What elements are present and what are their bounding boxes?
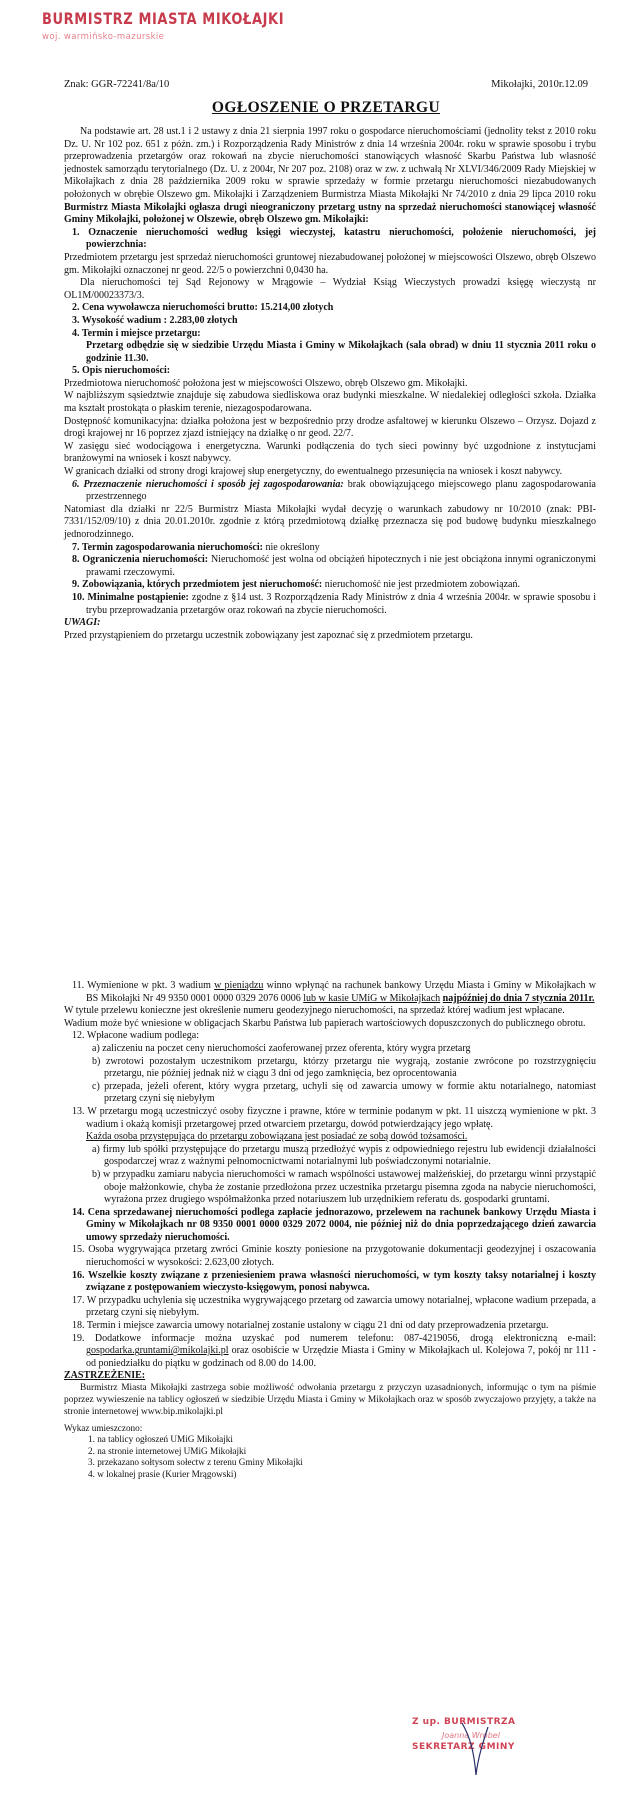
- item-13-underlined: Każda osoba przystępująca do przetargu zobowiązana jest posiadać ze sobą dowód tożsamości.: [86, 1131, 468, 1143]
- announcement-body-continued: [64, 980, 596, 1481]
- letterhead-office: BURMISTRZ MIASTA MIKOŁAJKI: [42, 10, 285, 29]
- item-6-text: brak obowiązującego miejscowego planu zagospodarowania przestrzennego: [86, 478, 596, 503]
- item-14-text: 14. Cena sprzedawanej nieruchomości podlega zapłacie jednorazowo, przelewem na rachunek bankowy Urzędu Miasta i Gminy w Mikołajkach nr 08 9350 0001 0000 0329 2072 0004, nie później niż do dnia poprzedzającego dzień zawarcia umowy sprzedaży nieruchomości.: [72, 1206, 596, 1243]
- item-16-text: 16. Wszelkie koszty związane z przeniesieniem prawa własności nieruchomości, w tym koszty taksy notarialnej i koszty związane z postępowaniem wieczysto-księgowym, ponosi nabywca.: [72, 1269, 596, 1294]
- item-11-p2: W tytule przelewu konieczne jest określenie numeru geodezyjnego nieruchomości, na sprzedaż której wadium jest wpłacane.: [64, 1005, 565, 1017]
- document-title: OGŁOSZENIE O PRZETARGU: [211, 99, 441, 116]
- distribution-item: 1. na tablicy ogłoszeń UMiG Mikołajki: [88, 1434, 233, 1445]
- item-10-label: 10. Minimalne postąpienie:: [72, 591, 189, 603]
- item-3-text: 3. Wysokość wadium : 2.283,00 złotych: [72, 314, 238, 326]
- item-6-p2: Natomiast dla działki nr 22/5 Burmistrz Miasta Mikołajki wydał decyzję o warunkach zabudowy nr 10/2010 (znak: PBI-7331/152/09/10) z dnia 20.01.2010r. zgodnie z którą przedmiotową działkę przeznacza się pod budowę budynku mieszkalnego jednorodzinnego.: [64, 503, 596, 540]
- stamp-line-3: SEKRETARZ GMINY: [412, 1742, 515, 1753]
- item-12-heading: 12. Wpłacone wadium podlega:: [72, 1030, 200, 1042]
- item-12-b: b) zwrotowi pozostałym uczestnikom przetargu, którzy przetargu nie wygrają, zostanie zwrócone po rozstrzygnięciu przetargu, nie później jednak niż w ciągu 3 dni od jego zamknięcia, bez oprocentowania: [92, 1055, 596, 1080]
- reference-number: Znak: GGR-72241/8a/10: [64, 79, 170, 90]
- section-1-p1: Przedmiotem przetargu jest sprzedaż nieruchomości gruntowej niezabudowanej położonej w miejscowości Olszewo, obręb Olszewo gm. Mikołajki oznaczonej nr geod. 22/5 o powierzchni 0,0430 ha.: [64, 251, 596, 276]
- distribution-item: 4. w lokalnej prasie (Kurier Mrągowski): [88, 1468, 237, 1479]
- item-7: [64, 542, 596, 555]
- signature-stamp: [412, 1717, 562, 1779]
- announcement-body: [64, 126, 596, 642]
- place-date: Mikołajki, 2010r.12.09: [491, 79, 588, 90]
- item-15: 15. Osoba wygrywająca przetarg zwróci Gminie koszty poniesione na przygotowanie dokumentacji geodezyjnej i oszacowania nieruchomości w wysokości: 2.623,00 złotych.: [72, 1244, 596, 1269]
- item-19-pre: 19. Dodatkowe informacje można uzyskać pod numerem telefonu: 087-4219056, drogą elektroniczną e-mail:: [72, 1332, 596, 1344]
- item-11: [64, 980, 596, 1005]
- stamp-line-1: Z up. BURMISTRZA: [412, 1717, 516, 1727]
- handwritten-signature: [412, 1717, 562, 1779]
- item-11-deadline: najpóźniej do dnia 7 stycznia 2011r.: [442, 992, 595, 1004]
- item-19-post: oraz osobiście w Urzędzie Miasta i Gminy w Mikołajkach ul. Kolejowa 7, pokój nr 111 - od poniedziałku do piątku w godzinach od 8.00 do 14.00.: [86, 1345, 597, 1369]
- section-1-heading-text: 1. Oznaczenie nieruchomości według księgi wieczystej, katastru nieruchomości, położenie nieruchomości, jej powierzchnia:: [72, 226, 596, 251]
- distribution-list: [64, 1423, 596, 1481]
- item-11-underlined-cashdesk: lub w kasie UMiG w Mikołajkach: [303, 992, 441, 1004]
- remarks-label: UWAGI:: [64, 617, 101, 629]
- distribution-label: Wykaz umieszczono:: [64, 1422, 143, 1433]
- item-5-p5: W granicach działki od strony drogi krajowej słup energetyczny, do ewentualnego przesunięcia na wniosek i koszt nabywcy.: [64, 466, 563, 478]
- stamp-line-2: Joanna Wróbel: [442, 1731, 500, 1741]
- item-11-pre: 11. Wymienione w pkt. 3 wadium: [72, 980, 211, 991]
- item-10-text: zgodne z §14 ust. 3 Rozporządzenia Rady Ministrów z dnia 4 września 2004r. w sprawie sposobu i trybu przeprowadzania przetargów oraz rokowań na zbycie nieruchomości.: [86, 591, 597, 616]
- reservation-label: [64, 1370, 596, 1383]
- announcement-page-2: [56, 975, 596, 1806]
- item-5-heading-text: 5. Opis nieruchomości:: [72, 365, 171, 377]
- item-11-account: winno wpłynąć na rachunek bankowy Urzędu Miasta i Gminy w Mikołajkach w BS Mikołajki Nr 49 9350 0001 0000 0329 2076 0006: [86, 980, 597, 1004]
- item-4-heading: [64, 328, 596, 341]
- intro-paragraph: [64, 126, 596, 227]
- item-4-date-place: Przetarg odbędzie się w siedzibie Urzędu Miasta i Gminy w Mikołajkach (sala obrad) w dniu 11 stycznia 2011 roku o godzinie 11.30.: [86, 340, 596, 364]
- section-1-p2: Dla nieruchomości tej Sąd Rejonowy w Mrągowie – Wydział Ksiąg Wieczystych prowadzi księgę wieczystą nr OL1M/00023373/3.: [64, 277, 596, 301]
- remarks-text: Przed przystąpieniem do przetargu uczestnik zobowiązany jest zapoznać się z przedmiotem przetargu.: [64, 629, 473, 641]
- item-9: [64, 579, 596, 592]
- item-8-text: Nieruchomość jest wolna od obciążeń hipotecznych i nie jest obciążona innymi ograniczonymi prawami rzeczowymi.: [86, 554, 596, 578]
- item-3-deposit: [64, 315, 596, 328]
- intro-announcement: Burmistrz Miasta Mikołajki ogłasza drugi nieograniczony przetarg ustny na sprzedaż nieruchomości stanowiącej własność Gminy Mikołajki, położonej w Olszewie, obręb Olszewo gm. Mikołajki:: [64, 201, 596, 226]
- item-19: [64, 1333, 596, 1371]
- item-13-b: b) w przypadku zamiaru nabycia nieruchomości w ramach wspólności ustawowej małżeńskiej, do przetargu winni przystąpić oboje małżonkowie, chyba że zostanie przedłożona przez uczestnika przetargu pisemna zgoda na nabycie nieruchomości, wyrażona przez drugiego współmałżonka przed notariuszem lub urzędnikiem referatu ds. gospodarki gruntami.: [92, 1168, 596, 1206]
- item-16: [64, 1270, 596, 1295]
- item-2-price: [64, 302, 596, 315]
- item-18: 18. Termin i miejsce zawarcia umowy notarialnej zostanie ustalony w ciągu 21 dni od daty przeprowadzenia przetargu.: [72, 1320, 549, 1332]
- section-1-heading: [64, 227, 596, 252]
- item-5-p3: Dostępność komunikacyjna: działka położona jest w bezpośrednio przy drodze asfaltowej w kierunku Olszewo – Orzysz. Dojazd z drogi krajowej nr 16 poprzez zjazd istniejący na działkę o nr geod. 22/7.: [64, 415, 596, 440]
- item-7-text: nie określony: [265, 541, 320, 553]
- item-7-label: 7. Termin zagospodarowania nieruchomości:: [72, 541, 263, 553]
- reservation-label-text: ZASTRZEŻENIE:: [64, 1370, 146, 1382]
- intro-text: Na podstawie art. 28 ust.1 i 2 ustawy z dnia 21 sierpnia 1997 roku o gospodarce nieruchomościami (jednolity tekst z 2010 roku Dz. U. Nr 102 poz. 651 z późn. zm.) i Rozporządzenia Rady Ministrów z dnia 14 września 2004r. roku w sprawie sposobu i trybu przeprowadzenia przetargów oraz rokowań na zbycie nieruchomości stanowiących własność Skarbu Państwa lub własność jednostek samorządu terytorialnego (Dz. U. z 2004r, Nr 207 poz. 2108) oraz w zw. z uchwałą Nr XLVI/346/2009 Rady Miejskiej w Mikołajkach z dnia 28 października 2009 roku w sprawie sprzedaży w formie przetargu nieruchomości niezabudowanych położonych w obrębie Olszewo gm. Mikołajki i Zarządzeniem Burmistrza Miasta Mikołajki Nr 74/2010 z dnia 29 lipca 2010 roku: [64, 126, 596, 200]
- item-11-underlined-cash: w pieniądzu: [214, 980, 264, 991]
- item-4-heading-text: 4. Termin i miejsce przetargu:: [72, 327, 201, 339]
- item-5-p4: W zasięgu sieć wodociągowa i energetyczna. Warunki podłączenia do tych sieci powinny być uzgodnione z instytucjami branżowymi na wniosek i koszt nabywcy.: [64, 440, 596, 465]
- item-5-p1: Przedmiotowa nieruchomość położona jest w miejscowości Olszewo, obręb Olszewo gm. Mikołajki.: [64, 377, 468, 389]
- item-9-label: 9. Zobowiązania, których przedmiotem jest nieruchomość:: [72, 579, 323, 591]
- item-14: [64, 1207, 596, 1245]
- item-17: 17. W przypadku uchylenia się uczestnika wygrywającego przetarg od zawarcia umowy notarialnej, wpłacone wadium przepada, a przetarg czyni się niebyłym.: [72, 1294, 596, 1319]
- reservation-text: Burmistrz Miasta Mikołajki zastrzega sobie możliwość odwołania przetargu z przyczyn uzasadnionych, informując o tym na piśmie poprzez wywieszenie na tablicy ogłoszeń w siedzibie Urzędu Miasta i Gminy w Mikołajkach oraz w sposób zwyczajowo przyjęty, a także na stronie internetowej www.bip.mikolajki.pl: [64, 1383, 596, 1417]
- item-5-heading: [64, 365, 596, 378]
- item-13-id-requirement: [64, 1131, 596, 1144]
- item-6-label: 6. Przeznaczenie nieruchomości i sposób jej zagospodarowania:: [72, 478, 344, 490]
- item-12-c: c) przepada, jeżeli oferent, który wygra przetarg, uchyli się od zawarcia umowy w formie aktu notarialnego, natomiast przetarg czyni się niebyłym: [92, 1080, 596, 1105]
- item-2-text: 2. Cena wywoławcza nieruchomości brutto: 15.214,00 złotych: [72, 302, 334, 314]
- contact-email-link[interactable]: gospodarka.gruntami@mikolajki.pl: [86, 1345, 229, 1357]
- item-10: [64, 592, 596, 617]
- item-4-text: [64, 340, 596, 365]
- item-5-p2: W najbliższym sąsiedztwie znajduje się zabudowa siedliskowa oraz budynki mieszkalne. W niedalekiej odległości szkoła. Działka ma kształt prostokąta o płaskim terenie, niezagospodarowana.: [64, 390, 596, 415]
- item-11-p3: Wadium może być wniesione w obligacjach Skarbu Państwa lub papierach wartościowych dopuszczonych do publicznego obrotu.: [64, 1017, 586, 1029]
- office-letterhead-stamp: [42, 10, 284, 43]
- item-13: 13. W przetargu mogą uczestniczyć osoby fizyczne i prawne, które w terminie podanym w pkt. 11 uiszczą wymienione w pkt. 3 wadium i okażą komisji przetargowej przed otwarciem przetargu, dowód potwierdzający jego wpłatę.: [72, 1105, 596, 1130]
- distribution-item: 2. na stronie internetowej UMiG Mikołajki: [88, 1445, 247, 1456]
- item-8: [64, 554, 596, 579]
- item-9-text: nieruchomość nie jest przedmiotem zobowiązań.: [324, 579, 520, 591]
- announcement-page-1: [42, 0, 597, 800]
- reference-row: [64, 78, 588, 91]
- distribution-item: 3. przekazano sołtysom sołectw z terenu Gminy Mikołajki: [88, 1457, 303, 1468]
- letterhead-region: woj. warmińsko-mazurskie: [42, 32, 165, 43]
- item-12-a: a) zaliczeniu na poczet ceny nieruchomości zaoferowanej przez oferenta, który wygra przetarg: [92, 1042, 471, 1054]
- item-8-label: 8. Ograniczenia nieruchomości:: [72, 554, 209, 566]
- item-13-a: a) firmy lub spółki przystępujące do przetargu muszą przedłożyć wypis z odpowiedniego rejestru lub ewidencji działalności gospodarczej wraz z ważnymi pełnomocnictwami notarialnymi lub poświadczonymi notarialnie.: [92, 1143, 596, 1168]
- item-6: [64, 479, 596, 504]
